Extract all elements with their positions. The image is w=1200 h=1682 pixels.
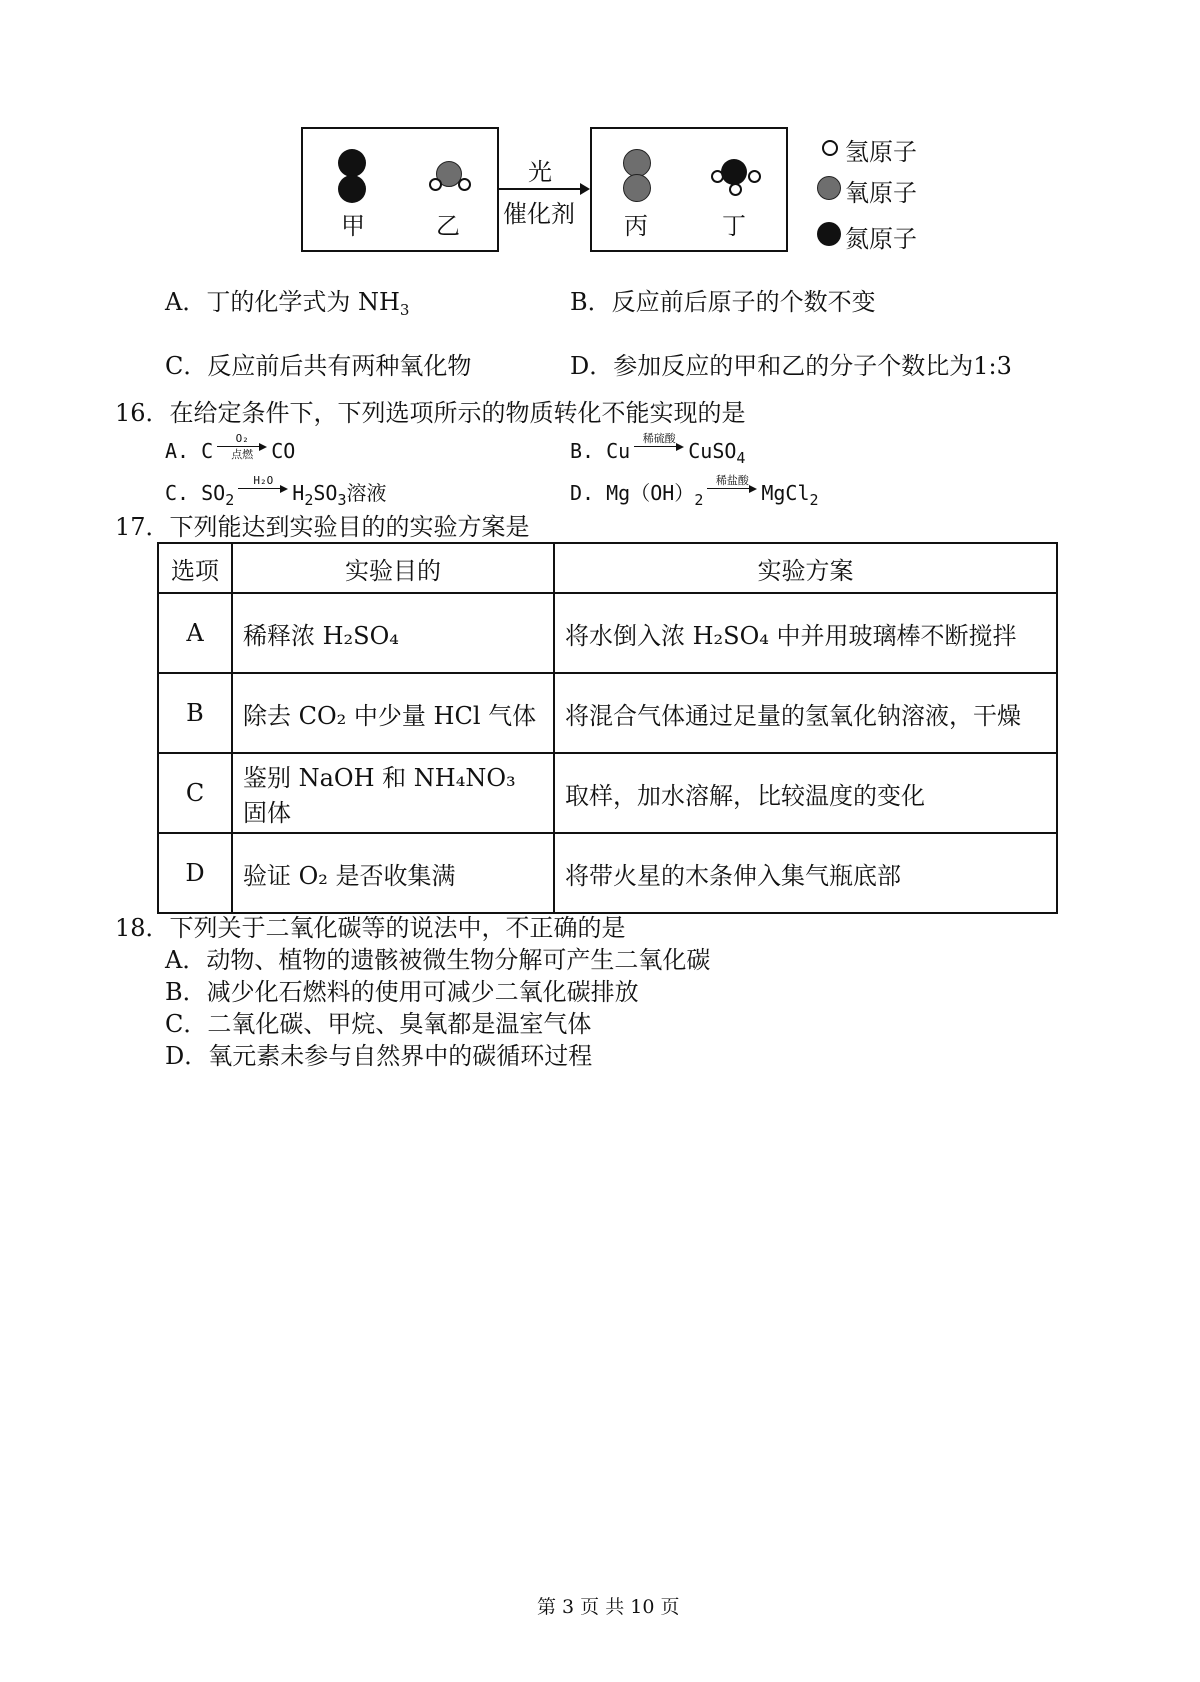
q16-c-to: H	[292, 481, 305, 505]
q16-option-d	[570, 473, 819, 515]
q16-a-arrow	[217, 433, 267, 461]
hydrogen-atom-icon	[458, 178, 471, 191]
q16-b-to-sub: 4	[736, 449, 746, 467]
table-cell-plan: 取样，加水溶解，比较温度的变化	[554, 753, 1057, 833]
q15-option-a	[165, 287, 409, 325]
q16-b-cond-top: 稀硫酸	[642, 431, 676, 445]
table-cell-plan: 将水倒入浓 H₂SO₄ 中并用玻璃棒不断搅拌	[554, 593, 1057, 673]
table-header-option: 选项	[158, 543, 232, 593]
q15-option-c: C．反应前后共有两种氧化物	[165, 352, 472, 380]
table-cell-goal: 鉴别 NaOH 和 NH₄NO₃ 固体	[232, 753, 554, 833]
q16-d-cond-top: 稀盐酸	[715, 473, 749, 487]
q16-c-label: C.	[165, 481, 190, 505]
q16-a-label: A.	[165, 439, 190, 463]
oxygen-atom-icon	[817, 176, 841, 200]
table-cell-option: A	[158, 593, 232, 673]
q15-option-a-sub: 3	[399, 301, 410, 319]
table-cell-goal: 除去 CO₂ 中少量 HCl 气体	[232, 673, 554, 753]
nitrogen-atom-icon	[817, 222, 841, 246]
arrow-head-icon	[580, 183, 590, 195]
q15-option-d: D．参加反应的甲和乙的分子个数比为1:3	[570, 352, 1012, 380]
arrow-condition-light: 光	[528, 158, 552, 186]
table-header-plan: 实验方案	[554, 543, 1057, 593]
table-row	[158, 833, 1057, 913]
table-cell-option: C	[158, 753, 232, 833]
hydrogen-atom-icon	[729, 183, 742, 196]
oxygen-atom-icon	[623, 174, 651, 202]
table-cell-option: D	[158, 833, 232, 913]
reaction-arrow	[498, 188, 584, 190]
q16-c-arrow	[238, 475, 288, 503]
q16-b-to: CuSO	[688, 439, 737, 463]
reactant-label-yi: 乙	[436, 212, 460, 240]
legend-oxygen-label: 氧原子	[845, 179, 917, 207]
table-row	[158, 673, 1057, 753]
q16-c-to-rest: SO	[313, 481, 338, 505]
product-label-ding: 丁	[722, 212, 746, 240]
q16-option-b	[570, 431, 746, 473]
q16-c-from-sub: 2	[225, 491, 235, 509]
q16-a-cond-top: O₂	[235, 431, 249, 445]
q16-a-to: CO	[271, 439, 296, 463]
table-cell-plan: 将混合气体通过足量的氢氧化钠溶液，干燥	[554, 673, 1057, 753]
reactants-box	[301, 127, 499, 252]
table-row	[158, 593, 1057, 673]
table-cell-goal: 验证 O₂ 是否收集满	[232, 833, 554, 913]
q16-c-to-sub2: 3	[337, 491, 347, 509]
product-label-bing: 丙	[624, 212, 648, 240]
q16-b-from: Cu	[606, 439, 631, 463]
q16-option-a	[165, 431, 296, 467]
oxygen-atom-icon	[623, 149, 651, 177]
q16-d-to: MgCl	[761, 481, 810, 505]
q17-stem: 17．下列能达到实验目的的实验方案是	[115, 513, 530, 541]
table-header-row	[158, 543, 1057, 593]
hydrogen-atom-icon	[748, 170, 761, 183]
q16-a-cond-bottom: 点燃	[231, 447, 254, 461]
q18-option-d: D．氧元素未参与自然界中的碳循环过程	[165, 1042, 593, 1070]
nitrogen-atom-icon	[338, 175, 366, 203]
hydrogen-atom-icon	[429, 178, 442, 191]
arrow-condition-catalyst: 催化剂	[503, 200, 575, 228]
q16-stem: 16．在给定条件下，下列选项所示的物质转化不能实现的是	[115, 399, 746, 427]
table-cell-plan: 将带火星的木条伸入集气瓶底部	[554, 833, 1057, 913]
q16-c-to-sub: 2	[304, 491, 314, 509]
q16-c-to-tail: 溶液	[346, 481, 387, 505]
q16-c-cond-top: H₂O	[253, 473, 274, 487]
q16-d-from-sub: 2	[694, 491, 704, 509]
page-footer: 第 3 页 共 10 页	[537, 1596, 680, 1618]
legend-nitrogen-label: 氮原子	[845, 225, 917, 253]
q18-option-a: A．动物、植物的遗骸被微生物分解可产生二氧化碳	[165, 946, 711, 974]
q15-option-a-text: A．丁的化学式为 NH	[165, 288, 400, 316]
table-header-goal: 实验目的	[232, 543, 554, 593]
nitrogen-atom-icon	[338, 149, 366, 177]
q16-d-to-sub: 2	[809, 491, 819, 509]
q16-b-arrow	[634, 433, 684, 461]
legend-hydrogen-label: 氢原子	[845, 138, 917, 166]
q16-d-label: D.	[570, 481, 595, 505]
hydrogen-atom-icon	[822, 140, 838, 156]
reactant-label-jia: 甲	[341, 212, 365, 240]
q16-c-from: SO	[201, 481, 226, 505]
q15-option-b: B．反应前后原子的个数不变	[570, 288, 876, 316]
table-row	[158, 753, 1057, 833]
q16-b-label: B.	[570, 439, 595, 463]
q16-d-arrow	[707, 475, 757, 503]
q18-option-c: C．二氧化碳、甲烷、臭氧都是温室气体	[165, 1010, 592, 1038]
table-cell-option: B	[158, 673, 232, 753]
nitrogen-atom-icon	[721, 159, 747, 185]
q16-a-from: C	[201, 439, 214, 463]
products-box	[590, 127, 788, 252]
q16-d-from: Mg（OH）	[606, 481, 695, 505]
q18-option-b: B．减少化石燃料的使用可减少二氧化碳排放	[165, 978, 639, 1006]
q16-option-c	[165, 473, 387, 515]
experiment-table	[157, 542, 1058, 914]
q18-stem: 18．下列关于二氧化碳等的说法中，不正确的是	[115, 914, 626, 942]
table-cell-goal: 稀释浓 H₂SO₄	[232, 593, 554, 673]
